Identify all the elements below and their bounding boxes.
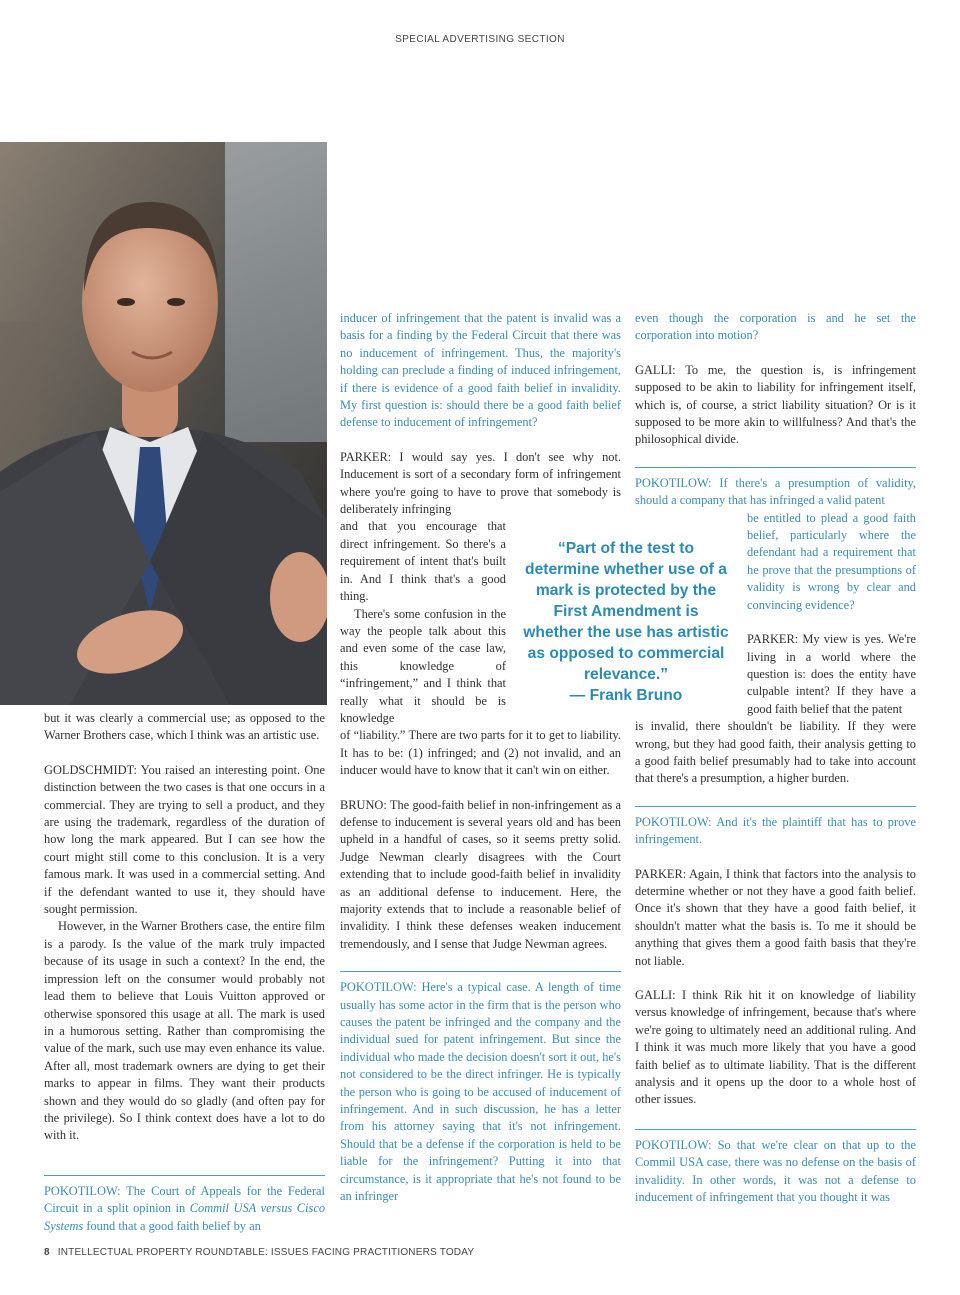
column-right [635,310,916,1206]
section-header: SPECIAL ADVERTISING SECTION [395,34,565,45]
question-pokotilow: POKOTILOW: And it's the plaintiff that has to prove infringement. [635,814,916,847]
paragraph: However, in the Warner Brothers case, the entire film is a parody. Is the value of the mark truly impacted because of its usage in such a context? In the end, the impression left on the consumer would probably not lead them to believe that Louis Vuitton approved or otherwise sponsored this usage at all. The mark is used in a humorous setting. Rather than compromising the value of the mark, such use may even enhance its value. After all, most trademark owners are dying to get their marks to appear in films. They want their products shown and they would do so gladly (and often pay for the privilege). So I think context does have a lot to do with it. [44,919,325,1143]
pull-quote-attribution: — Frank Bruno [569,687,683,704]
speaker-photo [0,142,327,705]
pull-quote-text: “Part of the test to determine whether use of a mark is protected by the First Amendment is whether the use has artistic as opposed to commercial relevance.” [523,540,729,683]
question-pokotilow: POKOTILOW: The Court of Appeals for the Federal Circuit in a split opinion in Commil USA versus Cisco Systems found that a good faith belief by an [44,1183,326,1233]
paragraph-galli: GALLI: I think Rik hit it on knowledge of liability versus knowledge of infringement, because that's where we're going to ultimately need an additional ruling. And I think it was much more likely that you have a good faith belief as to ultimate liability. That is the different analysis and it opens up the door to a whole host of other issues. [635,988,916,1107]
question-pokotilow: inducer of infringement that the patent is invalid was a basis for a finding by the Federal Circuit that there was no inducement of infringement. Thus, the majority's holding can preclude a finding of induced infringement, if there is evidence of a good faith belief in invalidity. My first question is: should there be a good faith belief defense to inducement of infringement? [340,311,621,430]
paragraph-goldschmidt: GOLDSCHMIDT: You raised an interesting point. One distinction between the two cases is that one occurs in a commercial. They are trying to sell a product, and they are using the trademark, regardless of the duration of how long the mark appeared. But I can see how the court might still come to this conclusion. It is a very famous mark. It was used in a commercial setting. And if the defendant wanted to use it, they should have sought permission. [44,762,325,917]
divider-rule [635,467,916,468]
paragraph: but it was clearly a commercial use; as opposed to the Warner Brothers case, which I think was an artistic use. [44,711,325,743]
question-pokotilow: POKOTILOW: If there's a presumption of validity, should a company that has infringed a valid patent [635,475,916,508]
publication-title: INTELLECTUAL PROPERTY ROUNDTABLE: ISSUES FACING PRACTITIONERS TODAY [57,1247,475,1258]
divider-rule [635,806,916,807]
case-name: Commil USA versus Cisco Systems [44,1201,326,1233]
column-middle [340,310,621,1206]
paragraph-galli: GALLI: To me, the question is, is infringement supposed to be akin to liability for infringement itself, which is, of course, a strict liability situation? Or is it supposed to be more akin to willfulness? And that's the philosophical divide. [635,362,916,447]
question-pokotilow: POKOTILOW: So that we're clear on that up to the Commil USA case, there was no defense on the basis of invalidity. In other words, it was not a defense to inducement of infringement that you thought it was [635,1137,916,1205]
page-number: 8 [44,1247,50,1258]
paragraph-parker: PARKER: My view is yes. We're living in a world where the question is: does the entity have culpable intent? If they have a good faith belief that the patent [747,632,916,716]
paragraph-parker: PARKER: I would say yes. I don't see why not. Inducement is sort of a secondary form of infringement where you're going to have to prove that somebody is deliberately infringing [340,449,621,517]
speaker-photo-illustration [0,142,327,705]
question-pokotilow: POKOTILOW: Here's a typical case. A length of time usually has some actor in the firm that is the person who causes the patent be infringed and the company and the individual sued for patent infringement. But since the individual who made the decision doesn't sort it out, he's not considered to be the direct infringer. He is typically the person who is going to be accused of inducement of infringement. And in such discussion, he has a letter from his attorney saying that it's not infringement. Should that be a defense if the corporation is held to be liable for the infringement? Putting it into that circumstance, is it appropriate that he's not found to be an infringer [340,980,621,1204]
divider-rule [44,1175,325,1176]
column-left [44,710,325,1235]
divider-rule [340,971,621,972]
page-footer [44,1247,474,1258]
paragraph-parker: There's some confusion in the way the people talk about this and even some of the case law, this knowledge of “infringement,” and I think that really what it should be is knowledge [340,606,506,725]
divider-rule [635,1129,916,1130]
paragraph-parker: of “liability.” There are two parts for it to get to liability. It has to be: (1) infringed; and (2) not invalid, and an inducer would have to know that it can't win on either. [340,728,621,778]
paragraph-bruno: BRUNO: The good-faith belief in non-infringement as a defense to inducement is several years old and has been upheld in a handful of cases, so it seems pretty solid. Judge Newman clearly disagrees with the Court extending that to include good-faith belief in invalidity as an additional defense to inducement. Here, the majority extends that to include a reasonable belief of invalidity. I think these defenses weaken inducement tremendously, and I sense that Judge Newman agrees. [340,797,621,951]
paragraph-parker: is invalid, there shouldn't be liability. If they were wrong, but they had good faith, their analysis getting to a good faith belief presumably had to take into account that there's a presumption, a higher burden. [635,719,916,786]
paragraph-parker: and that you encourage that direct infringement. So there's a requirement of intent that's built in. And I think that's a good thing. [340,519,506,604]
question-pokotilow: be entitled to plead a good faith belief, particularly where the defendant had a requirement that he prove that the presumptions of validity is wrong by clear and convincing evidence? [747,510,916,612]
question-pokotilow: even though the corporation is and he set the corporation into motion? [635,311,916,343]
paragraph-parker: PARKER: Again, I think that factors into the analysis to determine whether or not they have a good faith belief. Once it's shown that they have a good faith belief, it shouldn't matter what the basis is. To me it should be anything that gives them a good faith basis that they're not liable. [635,866,916,968]
